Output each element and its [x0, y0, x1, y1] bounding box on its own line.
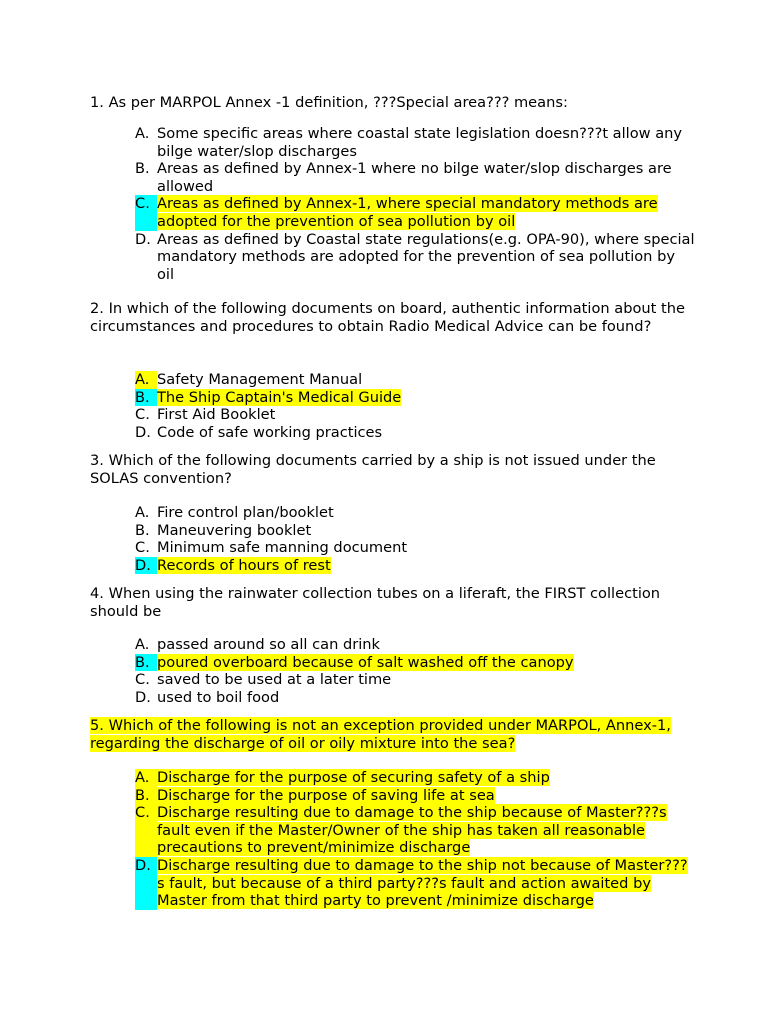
option-letter: C. [135, 195, 157, 230]
option-b [135, 160, 695, 195]
option-c [135, 406, 695, 424]
option-letter: B. [135, 160, 150, 178]
question-text: 1. As per MARPOL Annex -1 definition, ???Special area??? means: [90, 94, 568, 111]
option-a [135, 371, 695, 389]
option-b [135, 389, 695, 407]
option-text: Code of safe working practices [157, 423, 383, 441]
option-text: poured overboard because of salt washed off the canopy [157, 653, 574, 671]
option-text: Discharge for the purpose of securing safety of a ship [157, 769, 550, 786]
question-3-stem [90, 452, 690, 487]
option-text: Discharge resulting due to damage to the ship not because of Master???s fault, but because of a third party???s fault and action awaited by Master from that third party to prevent /minimize discharge [157, 856, 688, 910]
option-d [135, 424, 695, 442]
option-text: Fire control plan/booklet [157, 504, 334, 521]
question-2-options [135, 371, 695, 441]
question-2-stem [90, 300, 690, 335]
option-text: passed around so all can drink [157, 636, 380, 653]
question-1-options [135, 125, 695, 283]
option-letter: D. [135, 423, 151, 441]
option-d [135, 689, 695, 707]
option-text: Discharge resulting due to damage to the ship because of Master???s fault even if the Master/Owner of the ship has taken all reasonable precautions to prevent/minimize discharge [157, 804, 667, 857]
option-d [135, 557, 695, 575]
question-text: 5. Which of the following is not an exception provided under MARPOL, Annex-1, regarding the discharge of oil or oily mixture into the sea? [90, 717, 671, 752]
option-text: Some specific areas where coastal state legislation doesn???t allow any bilge water/slop discharges [157, 125, 683, 160]
option-text: saved to be used at a later time [157, 671, 392, 689]
option-d [135, 857, 695, 910]
option-a [135, 636, 695, 654]
option-letter: B. [135, 521, 150, 539]
option-letter: B. [135, 787, 157, 805]
option-b [135, 522, 695, 540]
option-letter: A. [135, 125, 150, 142]
question-text: 3. Which of the following documents carried by a ship is not issued under the SOLAS convention? [90, 452, 656, 487]
question-text: 4. When using the rainwater collection tubes on a liferaft, the FIRST collection should be [90, 585, 661, 620]
option-letter: A. [135, 504, 150, 521]
question-text: 2. In which of the following documents on board, authentic information about the circumstances and procedures to obtain Radio Medical Advice can be found? [90, 300, 685, 335]
question-3-options [135, 504, 695, 574]
option-letter: A. [135, 371, 157, 389]
option-c [135, 671, 695, 689]
option-letter: D. [135, 688, 151, 706]
option-c [135, 195, 695, 230]
option-b [135, 787, 695, 805]
option-letter: B. [135, 389, 157, 407]
option-letter: D. [135, 857, 157, 910]
option-letter: D. [135, 557, 157, 575]
option-text: The Ship Captain's Medical Guide [157, 388, 402, 406]
question-5-stem [90, 717, 690, 752]
option-letter: C. [135, 671, 150, 689]
option-text: Records of hours of rest [157, 556, 331, 574]
option-letter: D. [135, 230, 151, 248]
option-text: used to boil food [157, 688, 280, 706]
option-text: Areas as defined by Annex-1 where no bilge water/slop discharges are allowed [157, 160, 672, 195]
option-a [135, 125, 695, 160]
option-c [135, 539, 695, 557]
option-text: First Aid Booklet [157, 406, 276, 424]
option-text: Safety Management Manual [157, 371, 363, 388]
option-a [135, 769, 695, 787]
option-letter: C. [135, 406, 150, 424]
option-b [135, 654, 695, 672]
option-a [135, 504, 695, 522]
option-letter: C. [135, 539, 150, 557]
option-d [135, 231, 695, 284]
option-text: Maneuvering booklet [157, 521, 312, 539]
option-text: Areas as defined by Annex-1, where special mandatory methods are adopted for the prevention of sea pollution by oil [157, 195, 658, 230]
option-letter: B. [135, 654, 157, 672]
question-1-stem [90, 94, 690, 112]
question-4-stem [90, 585, 690, 620]
option-letter: A. [135, 769, 157, 787]
option-text: Discharge for the purpose of saving life at sea [157, 786, 495, 804]
option-text: Areas as defined by Coastal state regulations(e.g. OPA-90), where special mandatory methods are adopted for the prevention of sea pollution by oil [157, 230, 695, 283]
option-letter: A. [135, 636, 150, 653]
question-5-options [135, 769, 695, 910]
option-text: Minimum safe manning document [157, 539, 408, 557]
question-4-options [135, 636, 695, 706]
option-c [135, 804, 695, 857]
option-letter: C. [135, 804, 157, 857]
